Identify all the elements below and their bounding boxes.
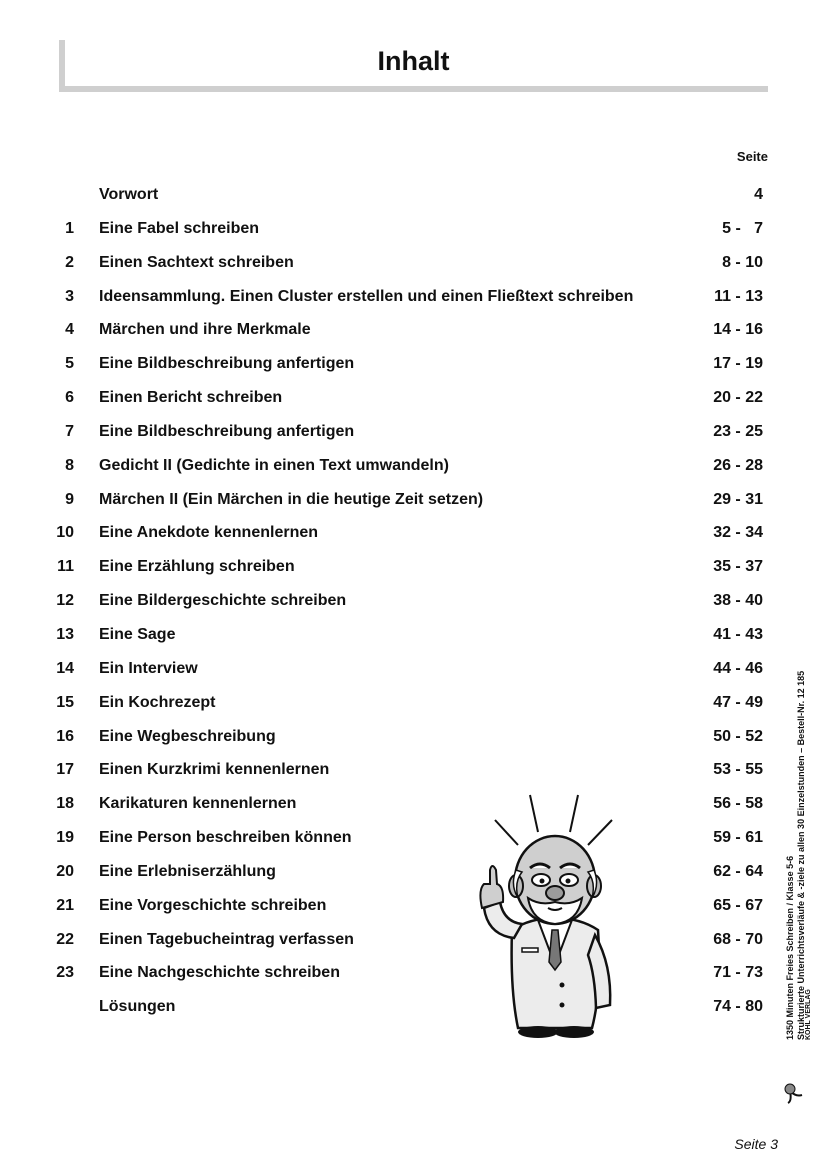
toc-entry-title: Ideensammlung. Einen Cluster erstellen und einen Fließtext schreiben — [99, 287, 634, 305]
toc-row — [0, 449, 827, 483]
toc-entry-number: 16 — [56, 727, 74, 745]
toc-entry-pages: 23 - 25 — [713, 422, 763, 440]
toc-entry-title: Eine Erzählung schreiben — [99, 558, 295, 576]
toc-row — [0, 923, 827, 957]
side-info-line2: Strukturierte Unterrichtsverläufe & -ziele zu allen 30 Einzelstunden – Bestell-Nr. 12 185 — [796, 670, 806, 1040]
title-box — [59, 40, 768, 92]
toc-entry-title: Einen Tagebucheintrag verfassen — [99, 930, 354, 948]
toc-entry-title: Eine Vorgeschichte schreiben — [99, 896, 327, 914]
toc-entry-pages: 47 - 49 — [713, 693, 763, 711]
toc-entry-pages: 41 - 43 — [713, 625, 763, 643]
publisher-name: KOHL VERLAG — [805, 989, 812, 1040]
toc-entry-pages: 8 - 10 — [722, 253, 763, 271]
table-of-contents — [0, 178, 827, 1024]
toc-entry-number: 4 — [65, 321, 74, 339]
toc-entry-pages: 68 - 70 — [713, 930, 763, 948]
toc-row — [0, 889, 827, 923]
toc-entry-title: Ein Interview — [99, 659, 198, 677]
toc-row — [0, 516, 827, 550]
toc-entry-number: 23 — [56, 964, 74, 982]
toc-entry-pages: 74 - 80 — [713, 998, 763, 1016]
toc-entry-pages: 20 - 22 — [713, 389, 763, 407]
toc-entry-number: 13 — [56, 625, 74, 643]
toc-entry-pages: 5 - 7 — [722, 219, 763, 237]
publisher-logo — [776, 1045, 816, 1105]
toc-entry-number: 21 — [56, 896, 74, 914]
toc-entry-number: 19 — [56, 829, 74, 847]
toc-entry-title: Eine Bildergeschichte schreiben — [99, 592, 347, 610]
toc-entry-number: 8 — [65, 456, 74, 474]
toc-entry-title: Eine Nachgeschichte schreiben — [99, 964, 340, 982]
toc-row — [0, 483, 827, 517]
toc-entry-number: 6 — [65, 389, 74, 407]
toc-entry-pages: 71 - 73 — [713, 964, 763, 982]
toc-row — [0, 212, 827, 246]
toc-entry-number: 12 — [56, 592, 74, 610]
toc-row — [0, 415, 827, 449]
toc-entry-pages: 65 - 67 — [713, 896, 763, 914]
toc-row — [0, 347, 827, 381]
toc-row — [0, 956, 827, 990]
toc-row — [0, 178, 827, 212]
toc-entry-title: Märchen und ihre Merkmale — [99, 321, 311, 339]
toc-entry-pages: 14 - 16 — [713, 321, 763, 339]
toc-entry-title: Vorwort — [99, 186, 159, 203]
toc-entry-title: Eine Wegbeschreibung — [99, 727, 276, 745]
toc-row — [0, 990, 827, 1024]
side-publication-info — [785, 671, 814, 1040]
toc-entry-number: 3 — [65, 287, 74, 305]
toc-entry-pages: 32 - 34 — [713, 524, 763, 542]
toc-entry-pages: 26 - 28 — [713, 456, 763, 474]
toc-entry-number: 11 — [57, 558, 74, 576]
toc-row — [0, 280, 827, 314]
title-bar-bottom-decoration — [59, 86, 768, 92]
toc-entry-title: Eine Sage — [99, 625, 176, 643]
page-title: Inhalt — [377, 46, 450, 76]
side-info-line1: 1350 Minuten Freies Schreiben / Klasse 5-6 — [785, 855, 795, 1040]
toc-entry-pages: 44 - 46 — [713, 659, 763, 677]
toc-entry-title: Gedicht II (Gedichte in einen Text umwandeln) — [99, 456, 449, 474]
toc-entry-number: 9 — [65, 490, 74, 508]
toc-entry-title: Einen Kurzkrimi kennenlernen — [99, 761, 330, 779]
toc-entry-title: Eine Fabel schreiben — [99, 219, 260, 237]
toc-entry-pages: 35 - 37 — [713, 558, 763, 576]
toc-entry-title: Eine Bildbeschreibung anfertigen — [99, 422, 355, 440]
toc-entry-pages: 62 - 64 — [713, 862, 763, 880]
toc-entry-pages: 17 - 19 — [713, 355, 763, 373]
seite-column-header: Seite — [736, 149, 768, 164]
toc-row — [0, 550, 827, 584]
toc-entry-pages: 11 - 13 — [714, 287, 763, 305]
toc-entry-title: Eine Anekdote kennenlernen — [99, 524, 319, 542]
toc-row — [0, 246, 827, 280]
toc-entry-number: 5 — [65, 355, 74, 373]
toc-entry-pages: 29 - 31 — [713, 490, 763, 508]
toc-entry-pages: 38 - 40 — [713, 592, 763, 610]
toc-row — [0, 753, 827, 787]
toc-entry-title: Karikaturen kennenlernen — [99, 795, 297, 813]
toc-entry-number: 22 — [56, 930, 74, 948]
toc-row — [0, 855, 827, 889]
toc-row — [0, 686, 827, 720]
toc-entry-number: 14 — [56, 659, 74, 677]
toc-entry-pages: 56 - 58 — [713, 795, 763, 813]
toc-entry-number: 17 — [56, 761, 74, 779]
toc-entry-number: 1 — [65, 219, 74, 237]
toc-entry-pages: 50 - 52 — [713, 727, 763, 745]
page-number: Seite 3 — [734, 1136, 778, 1152]
toc-entry-pages: 59 - 61 — [713, 829, 763, 847]
toc-row — [0, 787, 827, 821]
toc-entry-title: Eine Bildbeschreibung anfertigen — [99, 355, 355, 373]
professor-illustration — [470, 790, 630, 1040]
toc-entry-number: 20 — [56, 862, 74, 880]
toc-entry-pages: 4 — [754, 186, 763, 203]
toc-entry-number: 7 — [65, 422, 74, 440]
toc-row — [0, 584, 827, 618]
toc-entry-title: Eine Person beschreiben können — [99, 829, 352, 847]
toc-entry-number: 10 — [56, 524, 74, 542]
toc-entry-title: Ein Kochrezept — [99, 693, 216, 711]
toc-entry-number: 2 — [65, 253, 74, 271]
toc-row — [0, 652, 827, 686]
toc-entry-title: Eine Erlebniserzählung — [99, 862, 276, 880]
toc-entry-title: Einen Bericht schreiben — [99, 389, 283, 407]
toc-row — [0, 381, 827, 415]
toc-entry-title: Lösungen — [99, 998, 176, 1016]
toc-entry-title: Märchen II (Ein Märchen in die heutige Zeit setzen) — [99, 490, 484, 508]
toc-entry-number: 15 — [56, 693, 74, 711]
toc-row — [0, 821, 827, 855]
toc-entry-number: 18 — [56, 795, 74, 813]
toc-row — [0, 720, 827, 754]
toc-entry-title: Einen Sachtext schreiben — [99, 253, 294, 271]
toc-row — [0, 313, 827, 347]
toc-entry-pages: 53 - 55 — [713, 761, 763, 779]
toc-row — [0, 618, 827, 652]
